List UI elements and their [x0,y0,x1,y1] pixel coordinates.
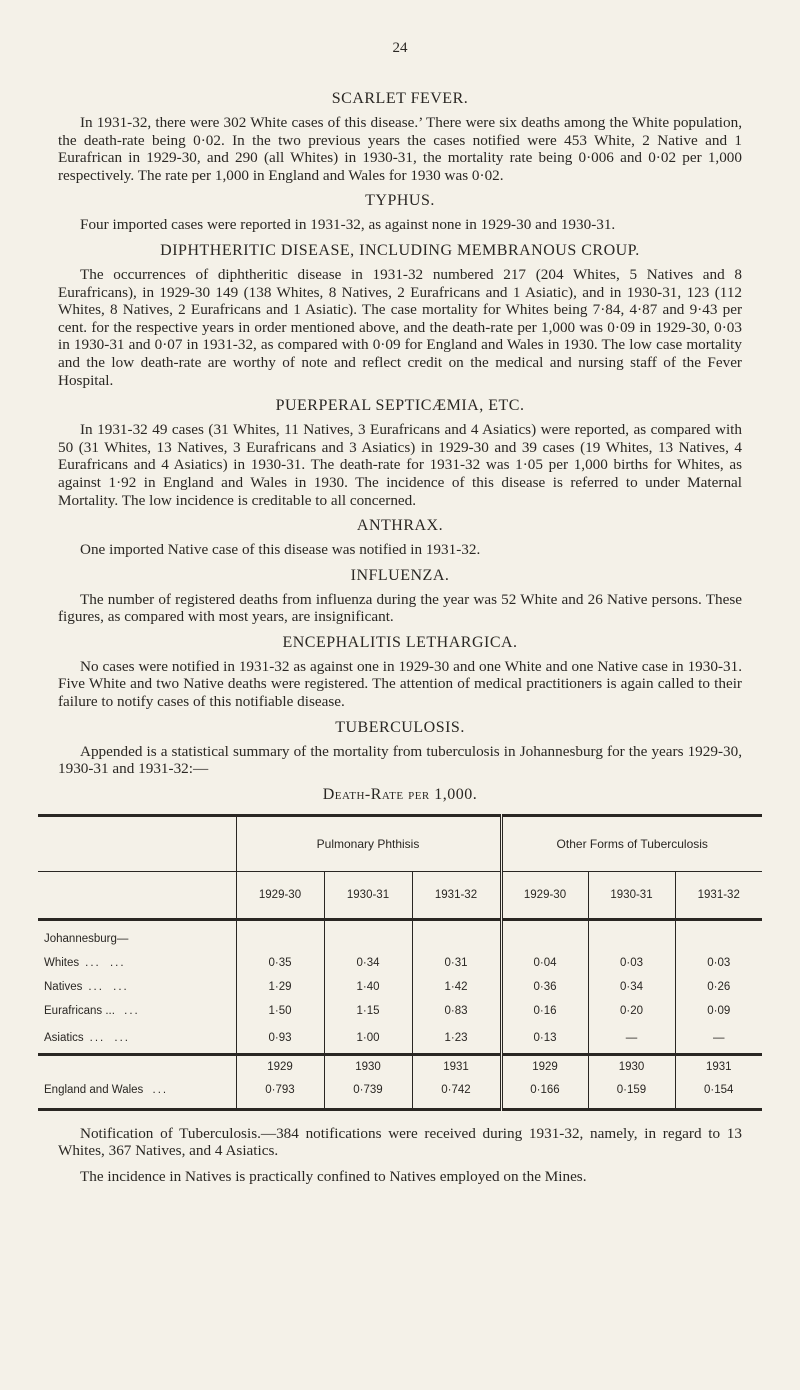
section-heading: ANTHRAX. [356,517,444,535]
column-header: 1930-31 [588,871,675,919]
table-cell: 1·29 [236,975,324,999]
table-cell: — [588,1023,675,1055]
table-cell: 0·739 [324,1078,412,1110]
column-header: 1931-32 [412,871,501,919]
row-label: Natives ... ... [44,980,129,993]
table-row-region [38,919,762,951]
section-heading: ENCEPHALITIS LETHARGICA. [282,633,518,651]
table-cell: 0·04 [501,951,588,975]
table-cell: — [675,1023,762,1055]
table-cell: 1·15 [324,999,412,1023]
table-year-header-row [38,871,762,919]
section-scarlet-fever [58,90,742,184]
table-cell: 0·09 [675,999,762,1023]
table-cell: 1930 [324,1054,412,1078]
closing-paragraph: Notification of Tuberculosis.—384 notifications were received during 1931-32, namely, in regard to 13 Whites, 367 Natives, and 4 Asiatics. [58,1124,742,1160]
row-label: Asiatics ... ... [44,1031,131,1044]
column-group-header: Pulmonary Phthisis [236,815,501,871]
page-number: 24 [392,40,408,56]
document-body [44,90,742,1194]
section-tuberculosis [58,719,742,778]
column-header: 1931-32 [675,871,762,919]
table-row [38,975,762,999]
table-cell: 0·93 [236,1023,324,1055]
closing-paragraph: The incidence in Natives is practically confined to Natives employed on the Mines. [80,1168,587,1186]
section-anthrax [58,517,742,559]
table-cell: 0·03 [675,951,762,975]
table-row [38,1023,762,1055]
table-cell: 0·159 [588,1078,675,1110]
column-header: 1929-30 [501,871,588,919]
column-header: 1930-31 [324,871,412,919]
section-diphtheritic [58,242,742,389]
table-cell: 0·35 [236,951,324,975]
section-heading: TYPHUS. [365,192,435,210]
table-cell: 1·40 [324,975,412,999]
table-cell: 0·34 [324,951,412,975]
table-corner-cell [38,815,236,871]
section-heading: DIPHTHERITIC DISEASE, INCLUDING MEMBRANOUS CROUP. [160,241,640,259]
table-cell: 1·00 [324,1023,412,1055]
table-cell: 1·23 [412,1023,501,1055]
table-cell: 1·42 [412,975,501,999]
table-row [38,999,762,1023]
section-influenza [58,567,742,626]
row-label: England and Wales ... [44,1083,169,1096]
table-cell: 1929 [236,1054,324,1078]
column-header: 1929-30 [236,871,324,919]
section-heading: PUERPERAL SEPTICÆMIA, ETC. [275,397,525,415]
section-encephalitis [58,634,742,711]
paragraph: No cases were notified in 1931-32 as against one in 1929-30 and one White and one Native case in 1930-31. Five White and two Native deaths were registered. The attention of medical practitioners is again called to their failure to notify cases of this notifiable disease. [58,657,742,711]
row-label: Eurafricans ... ... [44,1004,140,1017]
table-cell: 0·03 [588,951,675,975]
table-group-header-row [38,815,762,871]
table-cell: 0·26 [675,975,762,999]
table-cell: 1931 [412,1054,501,1078]
paragraph: The number of registered deaths from influenza during the year was 52 White and 26 Native persons. These figures, as compared with most years, are insignificant. [58,590,742,626]
paragraph: Four imported cases were reported in 1931-32, as against none in 1929-30 and 1930-31. [80,216,616,234]
table-row [38,951,762,975]
section-heading: SCARLET FEVER. [331,90,469,107]
table-cell: 0·793 [236,1078,324,1110]
section-puerperal [58,397,742,509]
table-cell: 0·20 [588,999,675,1023]
table-cell: 0·742 [412,1078,501,1110]
table-cell: 0·166 [501,1078,588,1110]
table-corner-cell [38,871,236,919]
table-cell: 0·31 [412,951,501,975]
column-group-header: Other Forms of Tuberculosis [501,815,762,871]
row-label: Johannesburg— [44,932,129,945]
paragraph: In 1931-32 49 cases (31 Whites, 11 Natives, 3 Eurafricans and 4 Asiatics) were reported, as compared with 50 (31 Whites, 13 Natives, 3 Eurafricans and 3 Asiatics) in 1929-30 and 39 cases (19 Whites, 13 Natives, 4 Eurafricans and 4 Asiatics) in 1930-31. The death-rate for 1931-32 was 1·05 per 1,000 births for Whites, as against 1·92 in England and Wales in 1930. The incidence of this disease is referred to under Maternal Mortality. The low incidence is creditable to all concerned. [58,421,742,509]
table-cell: 0·36 [501,975,588,999]
paragraph: One imported Native case of this disease was notified in 1931-32. [80,541,481,559]
tuberculosis-death-rate-table [38,814,762,1111]
row-label: Whites ... ... [44,956,126,969]
table-cell: 1930 [588,1054,675,1078]
table-cell: 0·16 [501,999,588,1023]
table-cell: 0·83 [412,999,501,1023]
table-cell: 0·34 [588,975,675,999]
table-row-england-values [38,1078,762,1110]
table-cell: 1·50 [236,999,324,1023]
section-heading: INFLUENZA. [350,566,450,584]
table-cell: 1929 [501,1054,588,1078]
table-cell: 1931 [675,1054,762,1078]
table-cell: 0·13 [501,1023,588,1055]
section-typhus [58,192,742,234]
table-cell: 0·154 [675,1078,762,1110]
section-heading: TUBERCULOSIS. [335,718,465,736]
table-title: Death-Rate per 1,000. [322,785,478,803]
paragraph: The occurrences of diphtheritic disease in 1931-32 numbered 217 (204 Whites, 5 Natives and 8 Eurafricans), in 1929-30 149 (138 Whites, 8 Natives, 2 Eurafricans and 1 Asiatic), and in 1930-31, 123 (112 Whites, 8 Natives, 2 Eurafricans and 1 Asiatic). The case mortality for Whites being 7·84, 4·87 and 9·43 per cent. for the respective years in order mentioned above, and the death-rate per 1,000 was 0·09 in 1929-30, 0·03 in 1930-31 and 0·07 in 1931-32, as compared with 0·09 for England and Wales in 1930. The low case mortality and the low death-rate are worthy of note and reflect credit on the medical and nursing staff of the Fever Hospital. [58,265,742,389]
paragraph: In 1931-32, there were 302 White cases of this disease.’ There were six deaths among the White population, the death-rate being 0·02. In the two previous years the cases notified were 453 White, 2 Native and 1 Eurafrican in 1929-30, and 290 (all Whites) in 1930-31, the mortality rate being 0·006 and 0·02 per 1,000 respectively. The rate per 1,000 in England and Wales for 1930 was 0·02. [58,114,742,184]
paragraph: Appended is a statistical summary of the mortality from tuberculosis in Johannesburg for the years 1929-30, 1930-31 and 1931-32:— [58,742,742,778]
table-row-england-years [38,1054,762,1078]
